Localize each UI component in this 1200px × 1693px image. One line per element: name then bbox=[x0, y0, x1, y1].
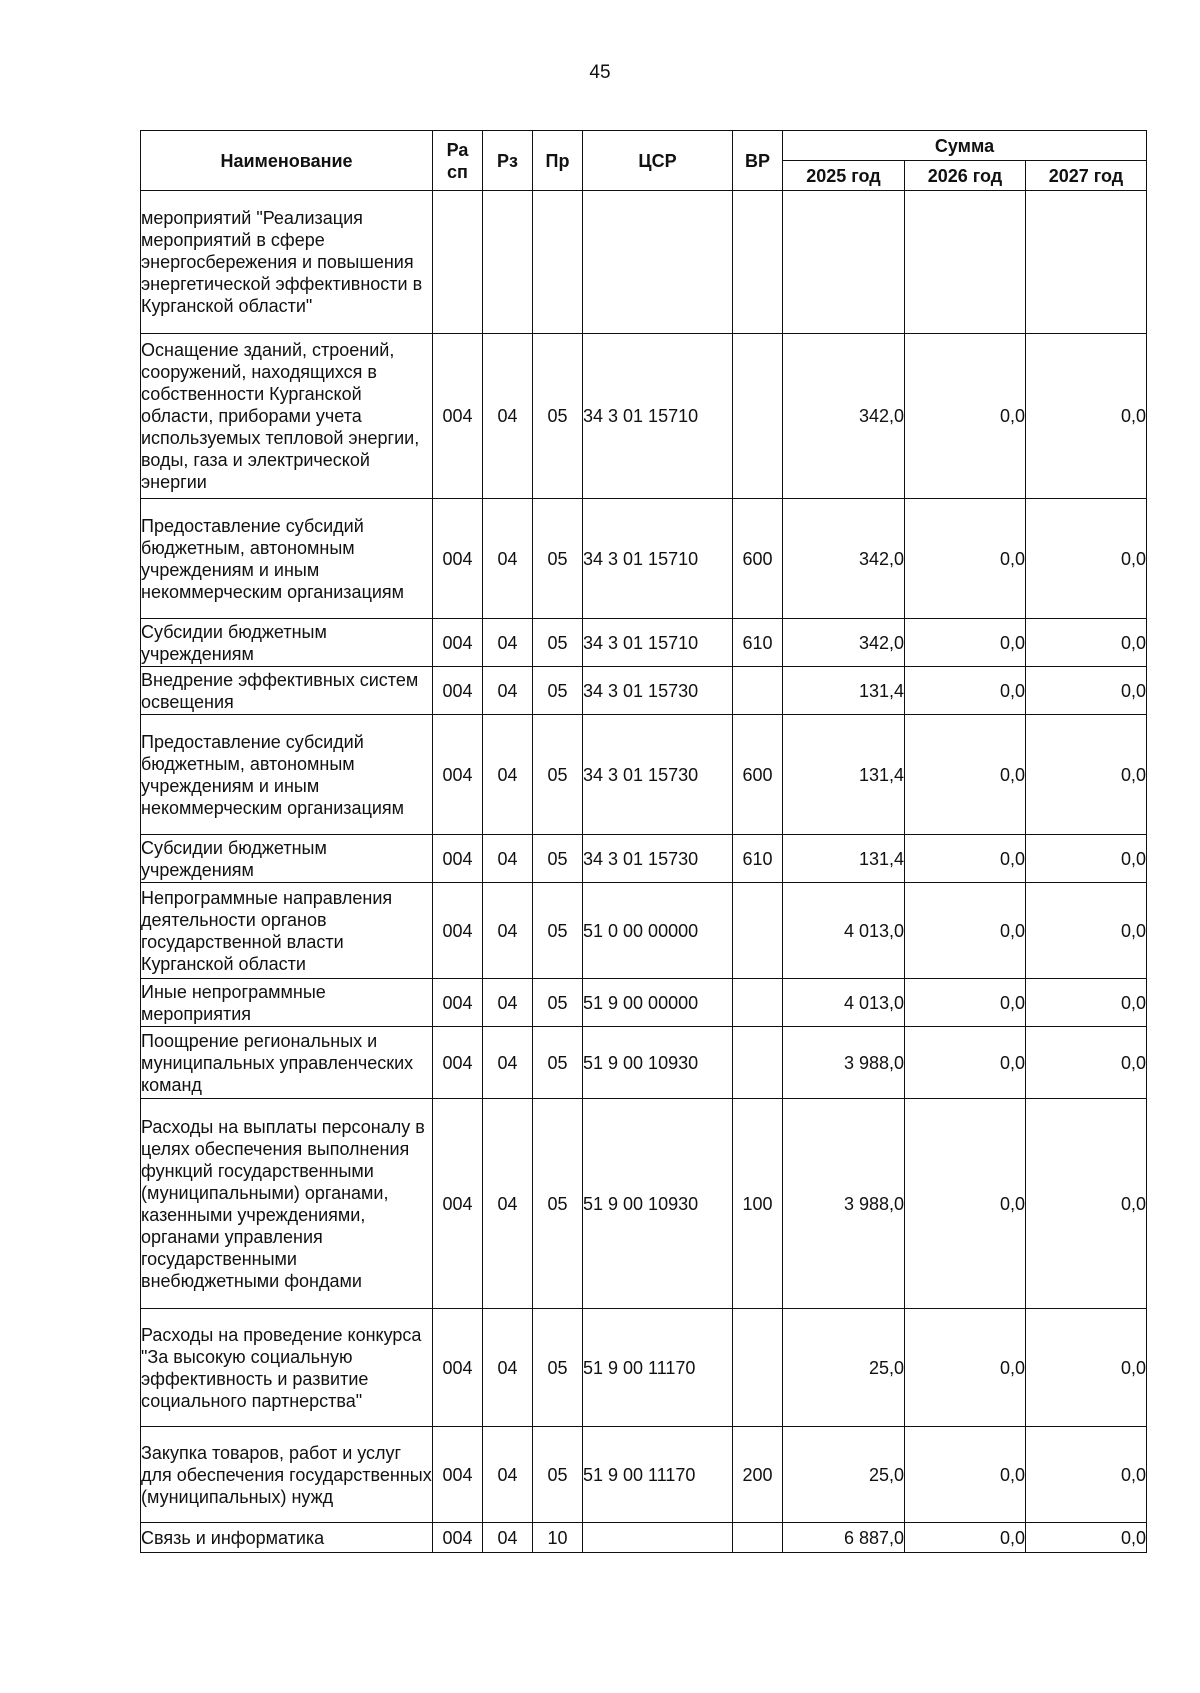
cell-pr: 05 bbox=[533, 979, 583, 1027]
cell-2026: 0,0 bbox=[905, 979, 1026, 1027]
cell-rasp: 004 bbox=[433, 835, 483, 883]
cell-pr: 05 bbox=[533, 1027, 583, 1099]
cell-2025: 4 013,0 bbox=[783, 979, 905, 1027]
cell-2027: 0,0 bbox=[1026, 667, 1147, 715]
table-row bbox=[141, 1027, 1147, 1099]
cell-2027: 0,0 bbox=[1026, 334, 1147, 499]
cell-vr bbox=[733, 883, 783, 979]
cell-csr: 34 3 01 15710 bbox=[583, 619, 733, 667]
table-row bbox=[141, 334, 1147, 499]
cell-vr: 610 bbox=[733, 619, 783, 667]
budget-table bbox=[140, 130, 1147, 1553]
cell-csr bbox=[583, 1523, 733, 1553]
cell-2026: 0,0 bbox=[905, 835, 1026, 883]
cell-rz bbox=[483, 191, 533, 334]
table-row bbox=[141, 1309, 1147, 1427]
cell-2027: 0,0 bbox=[1026, 619, 1147, 667]
cell-2025: 25,0 bbox=[783, 1427, 905, 1523]
cell-2027: 0,0 bbox=[1026, 1027, 1147, 1099]
cell-2027 bbox=[1026, 191, 1147, 334]
cell-2027: 0,0 bbox=[1026, 1099, 1147, 1309]
cell-name: Непрограммные направления деятельности органов государственной власти Курганской области bbox=[141, 883, 433, 979]
cell-2027: 0,0 bbox=[1026, 835, 1147, 883]
cell-name: Иные непрограммные мероприятия bbox=[141, 979, 433, 1027]
cell-2026: 0,0 bbox=[905, 334, 1026, 499]
cell-rasp: 004 bbox=[433, 1309, 483, 1427]
cell-2027: 0,0 bbox=[1026, 1309, 1147, 1427]
cell-rasp: 004 bbox=[433, 1099, 483, 1309]
cell-vr: 200 bbox=[733, 1427, 783, 1523]
header-rasp bbox=[433, 131, 483, 191]
cell-2026: 0,0 bbox=[905, 1099, 1026, 1309]
table-row bbox=[141, 835, 1147, 883]
table-body bbox=[141, 191, 1147, 1553]
table-row bbox=[141, 1523, 1147, 1553]
cell-rz: 04 bbox=[483, 883, 533, 979]
cell-vr bbox=[733, 667, 783, 715]
header-vr: ВР bbox=[733, 131, 783, 191]
table-row bbox=[141, 191, 1147, 334]
cell-pr: 10 bbox=[533, 1523, 583, 1553]
cell-vr bbox=[733, 979, 783, 1027]
cell-name: Оснащение зданий, строений, сооружений, находящихся в собственности Курганской области, приборами учета используемых тепловой энергии, воды, газа и электрической энергии bbox=[141, 334, 433, 499]
cell-2026: 0,0 bbox=[905, 619, 1026, 667]
cell-rasp: 004 bbox=[433, 979, 483, 1027]
cell-rasp: 004 bbox=[433, 619, 483, 667]
cell-2025: 131,4 bbox=[783, 835, 905, 883]
cell-csr bbox=[583, 191, 733, 334]
header-name: Наименование bbox=[141, 131, 433, 191]
cell-csr: 51 0 00 00000 bbox=[583, 883, 733, 979]
cell-csr: 51 9 00 11170 bbox=[583, 1427, 733, 1523]
cell-2025: 131,4 bbox=[783, 715, 905, 835]
cell-rasp bbox=[433, 191, 483, 334]
cell-csr: 51 9 00 10930 bbox=[583, 1027, 733, 1099]
cell-pr: 05 bbox=[533, 499, 583, 619]
cell-2025: 342,0 bbox=[783, 619, 905, 667]
table-header bbox=[141, 131, 1147, 191]
header-rasp-line1: Ра bbox=[446, 139, 469, 160]
cell-vr bbox=[733, 334, 783, 499]
cell-pr: 05 bbox=[533, 715, 583, 835]
header-csr: ЦСР bbox=[583, 131, 733, 191]
cell-2025: 342,0 bbox=[783, 334, 905, 499]
cell-rz: 04 bbox=[483, 715, 533, 835]
cell-2026: 0,0 bbox=[905, 1027, 1026, 1099]
table-row bbox=[141, 979, 1147, 1027]
cell-2026 bbox=[905, 191, 1026, 334]
cell-2026: 0,0 bbox=[905, 1427, 1026, 1523]
cell-csr: 34 3 01 15710 bbox=[583, 499, 733, 619]
cell-rz: 04 bbox=[483, 979, 533, 1027]
cell-pr: 05 bbox=[533, 1309, 583, 1427]
cell-2027: 0,0 bbox=[1026, 1427, 1147, 1523]
cell-name: Предоставление субсидий бюджетным, автономным учреждениям и иным некоммерческим организациям bbox=[141, 499, 433, 619]
header-year-2027: 2027 год bbox=[1026, 161, 1147, 191]
cell-rasp: 004 bbox=[433, 1027, 483, 1099]
cell-csr: 51 9 00 00000 bbox=[583, 979, 733, 1027]
cell-rasp: 004 bbox=[433, 1427, 483, 1523]
cell-2027: 0,0 bbox=[1026, 499, 1147, 619]
cell-rasp: 004 bbox=[433, 883, 483, 979]
cell-csr: 51 9 00 11170 bbox=[583, 1309, 733, 1427]
cell-csr: 51 9 00 10930 bbox=[583, 1099, 733, 1309]
cell-name: Закупка товаров, работ и услуг для обеспечения государственных (муниципальных) нужд bbox=[141, 1427, 433, 1523]
cell-vr: 600 bbox=[733, 499, 783, 619]
cell-name: Предоставление субсидий бюджетным, автономным учреждениям и иным некоммерческим организациям bbox=[141, 715, 433, 835]
cell-rasp: 004 bbox=[433, 1523, 483, 1553]
cell-rz: 04 bbox=[483, 1427, 533, 1523]
cell-rz: 04 bbox=[483, 835, 533, 883]
cell-name: Субсидии бюджетным учреждениям bbox=[141, 619, 433, 667]
cell-csr: 34 3 01 15730 bbox=[583, 715, 733, 835]
cell-name: Субсидии бюджетным учреждениям bbox=[141, 835, 433, 883]
cell-2026: 0,0 bbox=[905, 715, 1026, 835]
cell-pr: 05 bbox=[533, 1099, 583, 1309]
cell-rz: 04 bbox=[483, 619, 533, 667]
header-rasp-line2: сп bbox=[447, 161, 468, 182]
cell-csr: 34 3 01 15730 bbox=[583, 835, 733, 883]
cell-name: Внедрение эффективных систем освещения bbox=[141, 667, 433, 715]
cell-rasp: 004 bbox=[433, 667, 483, 715]
header-year-2025: 2025 год bbox=[783, 161, 905, 191]
cell-2026: 0,0 bbox=[905, 1523, 1026, 1553]
cell-rz: 04 bbox=[483, 334, 533, 499]
table-row bbox=[141, 499, 1147, 619]
cell-pr: 05 bbox=[533, 1427, 583, 1523]
cell-vr bbox=[733, 191, 783, 334]
cell-rz: 04 bbox=[483, 1523, 533, 1553]
cell-rz: 04 bbox=[483, 667, 533, 715]
cell-name: Расходы на выплаты персоналу в целях обеспечения выполнения функций государственными (муниципальными) органами, казенными учреждениями, органами управления государственными внебюджетными фондами bbox=[141, 1099, 433, 1309]
cell-vr bbox=[733, 1309, 783, 1427]
cell-name: мероприятий "Реализация мероприятий в сфере энергосбережения и повышения энергетической эффективности в Курганской области" bbox=[141, 191, 433, 334]
cell-pr: 05 bbox=[533, 619, 583, 667]
cell-rz: 04 bbox=[483, 499, 533, 619]
cell-vr: 600 bbox=[733, 715, 783, 835]
cell-2025: 131,4 bbox=[783, 667, 905, 715]
cell-pr: 05 bbox=[533, 667, 583, 715]
cell-rasp: 004 bbox=[433, 715, 483, 835]
header-sum: Сумма bbox=[783, 131, 1147, 161]
header-year-2026: 2026 год bbox=[905, 161, 1026, 191]
cell-2025 bbox=[783, 191, 905, 334]
cell-vr: 100 bbox=[733, 1099, 783, 1309]
cell-pr: 05 bbox=[533, 334, 583, 499]
cell-name: Расходы на проведение конкурса "За высокую социальную эффективность и развитие социального партнерства" bbox=[141, 1309, 433, 1427]
cell-2027: 0,0 bbox=[1026, 883, 1147, 979]
cell-rasp: 004 bbox=[433, 334, 483, 499]
cell-vr bbox=[733, 1027, 783, 1099]
cell-name: Поощрение региональных и муниципальных управленческих команд bbox=[141, 1027, 433, 1099]
cell-rz: 04 bbox=[483, 1099, 533, 1309]
cell-rz: 04 bbox=[483, 1309, 533, 1427]
cell-pr bbox=[533, 191, 583, 334]
cell-2025: 342,0 bbox=[783, 499, 905, 619]
cell-2025: 25,0 bbox=[783, 1309, 905, 1427]
table-row bbox=[141, 883, 1147, 979]
cell-pr: 05 bbox=[533, 883, 583, 979]
cell-2025: 3 988,0 bbox=[783, 1099, 905, 1309]
cell-2025: 4 013,0 bbox=[783, 883, 905, 979]
cell-2027: 0,0 bbox=[1026, 715, 1147, 835]
table-row bbox=[141, 619, 1147, 667]
cell-2027: 0,0 bbox=[1026, 1523, 1147, 1553]
header-pr: Пр bbox=[533, 131, 583, 191]
cell-name: Связь и информатика bbox=[141, 1523, 433, 1553]
header-rz: Рз bbox=[483, 131, 533, 191]
page-number: 45 bbox=[589, 62, 611, 83]
cell-2025: 6 887,0 bbox=[783, 1523, 905, 1553]
cell-pr: 05 bbox=[533, 835, 583, 883]
cell-2027: 0,0 bbox=[1026, 979, 1147, 1027]
cell-csr: 34 3 01 15710 bbox=[583, 334, 733, 499]
table-row bbox=[141, 715, 1147, 835]
cell-vr: 610 bbox=[733, 835, 783, 883]
cell-2026: 0,0 bbox=[905, 667, 1026, 715]
table-row bbox=[141, 667, 1147, 715]
cell-csr: 34 3 01 15730 bbox=[583, 667, 733, 715]
cell-2026: 0,0 bbox=[905, 883, 1026, 979]
cell-2026: 0,0 bbox=[905, 1309, 1026, 1427]
cell-vr bbox=[733, 1523, 783, 1553]
table-row bbox=[141, 1099, 1147, 1309]
cell-rasp: 004 bbox=[433, 499, 483, 619]
cell-2026: 0,0 bbox=[905, 499, 1026, 619]
cell-2025: 3 988,0 bbox=[783, 1027, 905, 1099]
cell-rz: 04 bbox=[483, 1027, 533, 1099]
table-row bbox=[141, 1427, 1147, 1523]
